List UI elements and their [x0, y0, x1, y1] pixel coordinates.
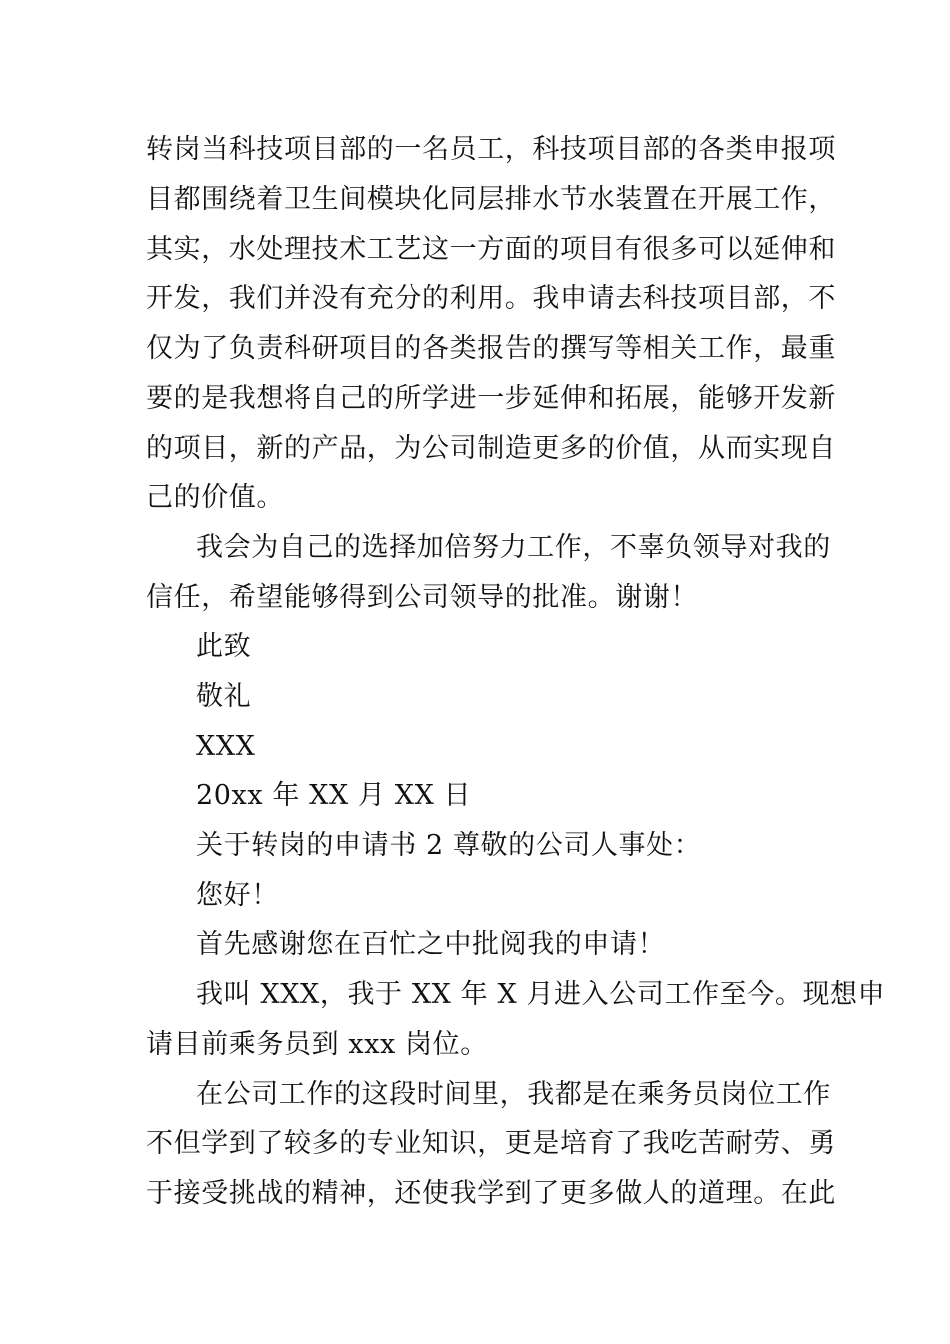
closing-salutation: 此致: [196, 631, 252, 662]
signature-name: XXX: [196, 731, 256, 762]
signature-date: 20xx 年 XX 月 XX 日: [196, 780, 472, 811]
body-line: 转岗当科技项目部的一名员工，科技项目部的各类申报项: [146, 134, 836, 165]
body-line: 请目前乘务员到 xxx 岗位。: [146, 1029, 488, 1060]
body-line: 要的是我想将自己的所学进一步延伸和拓展，能够开发新: [146, 383, 836, 414]
thanks-line: 首先感谢您在百忙之中批阅我的申请！: [196, 929, 666, 960]
greeting: 您好！: [196, 880, 279, 911]
body-line: 不但学到了较多的专业知识，更是培育了我吃苦耐劳、勇: [146, 1128, 836, 1159]
body-line: 目都围绕着卫生间模块化同层排水节水装置在开展工作，: [146, 184, 836, 215]
paragraph-start-line: 在公司工作的这段时间里，我都是在乘务员岗位工作: [196, 1079, 831, 1110]
body-line: 其实，水处理技术工艺这一方面的项目有很多可以延伸和: [146, 234, 836, 265]
closing-regards: 敬礼: [196, 681, 252, 712]
second-letter-heading: 关于转岗的申请书 2 尊敬的公司人事处：: [196, 830, 702, 861]
paragraph-start-line: 我叫 XXX，我于 XX 年 X 月进入公司工作至今。现想申: [196, 979, 886, 1010]
body-line: 于接受挑战的精神，还使我学到了更多做人的道理。在此: [146, 1178, 836, 1209]
body-line: 的项目，新的产品，为公司制造更多的价值，从而实现自: [146, 433, 836, 464]
body-line: 开发，我们并没有充分的利用。我申请去科技项目部，不: [146, 283, 836, 314]
paragraph-start-line: 我会为自己的选择加倍努力工作，不辜负领导对我的: [196, 532, 831, 563]
body-line: 信任，希望能够得到公司领导的批准。谢谢！: [146, 582, 698, 613]
body-line: 仅为了负责科研项目的各类报告的撰写等相关工作，最重: [146, 333, 836, 364]
body-line: 己的价值。: [146, 482, 284, 513]
